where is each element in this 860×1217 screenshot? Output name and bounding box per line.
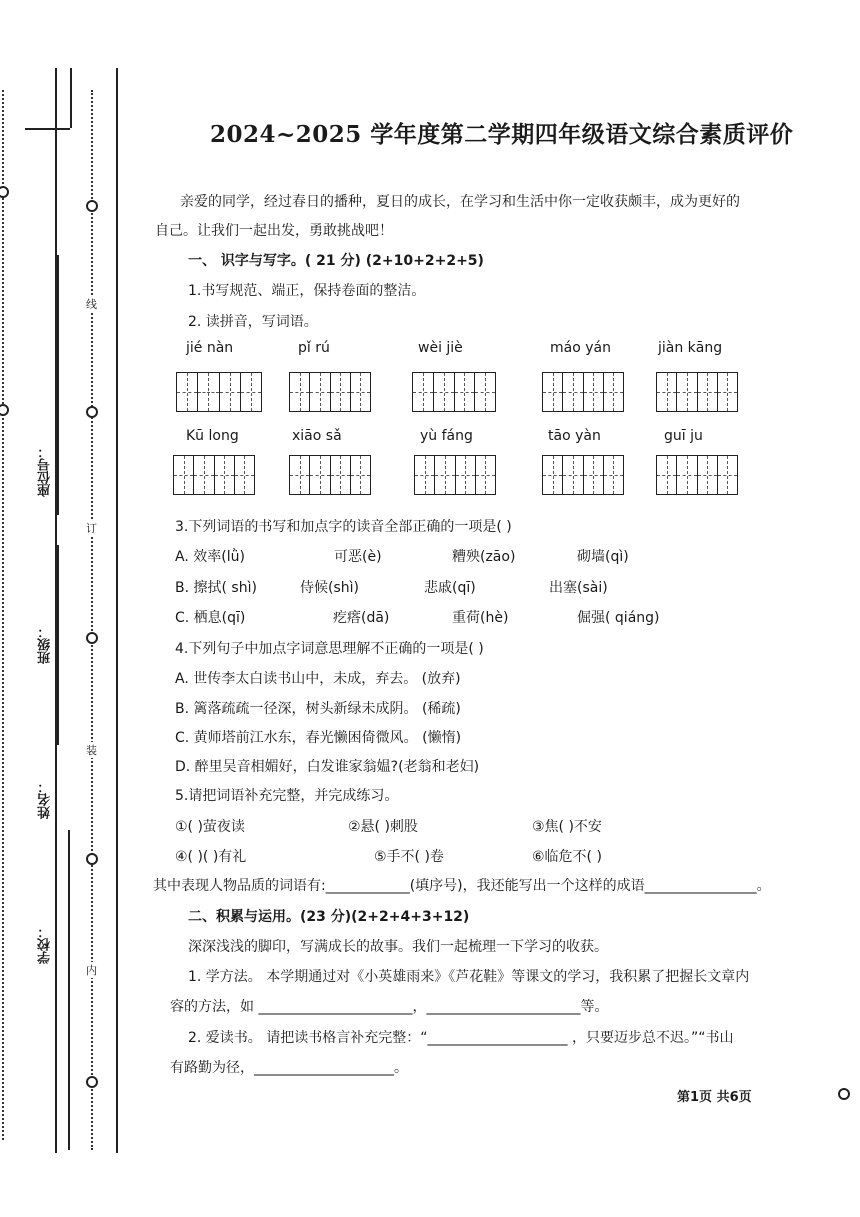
q3-option-a-1: A. 效率(lǜ)	[175, 549, 245, 565]
writing-grid[interactable]	[656, 455, 738, 495]
binding-dotted-inner	[91, 90, 93, 1150]
q4-option-a: A. 世传李太白读书山中，未成，弃去。 (放弃)	[175, 671, 461, 687]
writing-grid[interactable]	[289, 372, 371, 412]
binding-student-line	[68, 830, 70, 1150]
binding-hole-1	[86, 200, 98, 212]
q1-text: 1.书写规范、端正，保持卷面的整洁。	[188, 283, 426, 299]
q3-option-b-4: 出塞(sài)	[549, 580, 608, 596]
q3-option-a-4: 砌墙(qì)	[577, 549, 629, 565]
q3-option-a-3: 糟殃(zāo)	[452, 549, 516, 565]
q4-option-d: D. 醉里吴音相媚好，白发谁家翁媪?(老翁和老妇)	[175, 759, 480, 775]
q3-option-c-2: 疙瘩(dā)	[333, 610, 390, 626]
outer-hole-2	[0, 404, 9, 416]
binding-top-rule	[25, 128, 70, 130]
pinyin-label: tāo yàn	[548, 428, 601, 444]
q2-text: 2. 读拼音，写词语。	[188, 314, 318, 330]
pinyin-label: jiàn kāng	[658, 340, 723, 356]
q5-item-5: ⑤手不( )卷	[374, 849, 444, 865]
intro-line-1: 亲爱的同学，经过春日的播种，夏日的成长，在学习和生活中你一定收获颇丰，成为更好的	[180, 194, 740, 210]
q3-option-c-4: 倔强( qiáng)	[577, 610, 660, 626]
pinyin-label: guī ju	[664, 428, 703, 444]
pinyin-label: jié nàn	[186, 340, 234, 356]
s2-q1-line2: 容的方法，如 ______________________，______________________等。	[170, 999, 609, 1015]
binding-border-mid	[70, 68, 72, 128]
q3-option-c-1: C. 栖息(qī)	[175, 610, 246, 626]
q3-text: 3.下列词语的书写和加点字的读音全部正确的一项是( )	[175, 519, 512, 535]
q5-item-6: ⑥临危不( )	[532, 849, 602, 865]
binding-hole-2	[86, 406, 98, 418]
binding-word-line: 线	[86, 298, 97, 311]
class-label: 班级：	[38, 625, 53, 664]
name-label: 姓名：	[38, 780, 53, 819]
q5-item-1: ①( )萤夜读	[175, 819, 245, 835]
q5-item-4: ④( )( )有礼	[175, 849, 247, 865]
binding-word-nei: 内	[86, 964, 97, 977]
intro-line-2: 自己。让我们一起出发，勇敢挑战吧！	[155, 223, 393, 239]
pinyin-label: pǐ rú	[298, 340, 330, 356]
section2-heading: 二、积累与运用。(23 分)(2+2+4+3+12)	[188, 909, 470, 925]
q4-text: 4.下列句子中加点字词意思理解不正确的一项是( )	[175, 641, 484, 657]
q5-tail: 其中表现人物品质的词语有:____________(填序号)，我还能写出一个这样的成语________________。	[153, 878, 771, 894]
q5-text: 5.请把词语补充完整，并完成练习。	[175, 788, 399, 804]
q3-option-b-2: 侍候(shì)	[300, 580, 359, 596]
section2-lead: 深深浅浅的脚印，写满成长的故事。我们一起梳理一下学习的收获。	[188, 939, 608, 955]
writing-grid[interactable]	[542, 372, 624, 412]
q5-item-3: ③焦( )不安	[532, 819, 602, 835]
writing-grid[interactable]	[289, 455, 371, 495]
writing-grid[interactable]	[173, 455, 255, 495]
right-hole	[838, 1088, 850, 1100]
s2-q1-line1: 1. 学方法。 本学期通过对《小英雄雨来》《芦花鞋》等课文的学习，我积累了把握长文章内	[188, 969, 750, 985]
q4-option-c: C. 黄师塔前江水东，春光懒困倚微风。 (懒惰)	[175, 730, 462, 746]
page-title: 2024~2025 学年度第二学期四年级语文综合素质评价	[210, 121, 794, 148]
q3-option-c-3: 重荷(hè)	[452, 610, 509, 626]
seat-label: 座位号：	[38, 445, 53, 497]
binding-hole-5	[86, 1076, 98, 1088]
binding-hole-4	[86, 853, 98, 865]
pinyin-label: Kū long	[186, 428, 239, 444]
binding-hole-3	[86, 632, 98, 644]
writing-grid[interactable]	[542, 455, 624, 495]
q3-option-a-2: 可恶(è)	[334, 549, 382, 565]
q3-option-b-1: B. 擦拭( shì)	[175, 580, 257, 596]
pinyin-label: xiāo sǎ	[292, 428, 342, 444]
s2-q2-line2: 有路勤为径，____________________。	[170, 1060, 408, 1076]
binding-word-zhuang: 装	[86, 744, 97, 757]
binding-border-right	[116, 68, 118, 1153]
writing-grid[interactable]	[414, 455, 496, 495]
pinyin-label: wèi jiè	[418, 340, 463, 356]
q3-option-b-3: 悲戚(qī)	[424, 580, 476, 596]
s2-q2-line1: 2. 爱读书。 请把读书格言补充完整：“____________________ ，只要迈步总不迟。”“书山	[188, 1030, 734, 1046]
writing-grid[interactable]	[176, 372, 262, 412]
binding-fill-line-1	[57, 255, 59, 515]
school-label: 学校：	[38, 925, 53, 964]
outer-hole-1	[0, 186, 9, 198]
pinyin-label: yù fáng	[420, 428, 473, 444]
q5-item-2: ②悬( )刺股	[348, 819, 418, 835]
binding-dotted-outer	[2, 90, 4, 1140]
page-number: 第1页 共6页	[677, 1090, 752, 1105]
binding-fill-line-2	[57, 545, 59, 745]
writing-grid[interactable]	[412, 372, 496, 412]
q4-option-b: B. 篱落疏疏一径深，树头新绿未成阴。 (稀疏)	[175, 701, 461, 717]
pinyin-label: máo yán	[550, 340, 611, 356]
binding-word-ding: 订	[86, 522, 97, 535]
writing-grid[interactable]	[656, 372, 738, 412]
section1-heading: 一、 识字与写字。( 21 分) (2+10+2+2+5)	[188, 253, 484, 269]
